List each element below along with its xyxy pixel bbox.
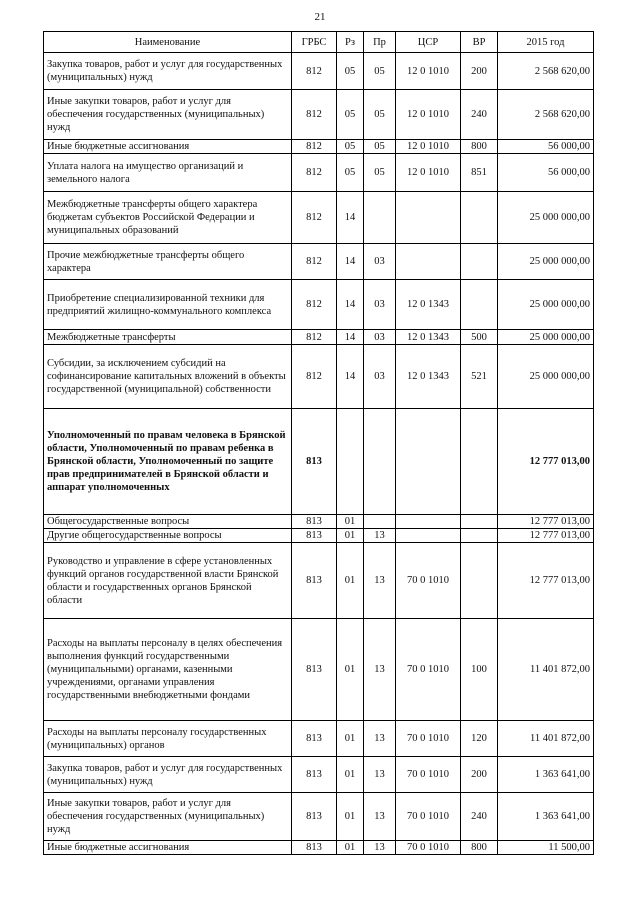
cell-amount: 12 777 013,00 (498, 529, 594, 543)
cell-name: Другие общегосударственные вопросы (44, 529, 292, 543)
cell-grbs: 813 (292, 841, 337, 855)
cell-name: Субсидии, за исключением субсидий на софинансирование капитальных вложений в объекты государственной (муниципальной) собственности (44, 345, 292, 409)
cell-csr: 70 0 1010 (396, 841, 461, 855)
cell-pr: 05 (364, 154, 396, 192)
cell-name: Приобретение специализированной техники для предприятий жилищно-коммунального комплекса (44, 280, 292, 330)
col-header-rz: Рз (337, 32, 364, 53)
cell-csr (396, 409, 461, 515)
cell-amount: 11 401 872,00 (498, 721, 594, 757)
cell-rz: 01 (337, 529, 364, 543)
cell-vr: 240 (461, 90, 498, 140)
table-row (44, 154, 594, 192)
cell-name: Иные закупки товаров, работ и услуг для обеспечения государственных (муниципальных) нужд (44, 793, 292, 841)
cell-amount: 11 500,00 (498, 841, 594, 855)
cell-grbs: 813 (292, 543, 337, 619)
cell-pr: 13 (364, 529, 396, 543)
table-row (44, 330, 594, 345)
cell-grbs: 813 (292, 721, 337, 757)
cell-grbs: 812 (292, 53, 337, 90)
col-header-csr: ЦСР (396, 32, 461, 53)
cell-name: Уплата налога на имущество организаций и земельного налога (44, 154, 292, 192)
cell-grbs: 813 (292, 757, 337, 793)
cell-csr: 70 0 1010 (396, 793, 461, 841)
cell-rz: 14 (337, 330, 364, 345)
cell-csr: 12 0 1010 (396, 53, 461, 90)
table-row (44, 515, 594, 529)
cell-vr (461, 409, 498, 515)
cell-grbs: 813 (292, 619, 337, 721)
cell-vr: 200 (461, 757, 498, 793)
col-header-year: 2015 год (498, 32, 594, 53)
cell-amount: 25 000 000,00 (498, 345, 594, 409)
cell-amount: 25 000 000,00 (498, 280, 594, 330)
cell-csr: 12 0 1010 (396, 90, 461, 140)
cell-pr (364, 515, 396, 529)
cell-csr (396, 244, 461, 280)
cell-grbs: 813 (292, 409, 337, 515)
cell-rz: 01 (337, 793, 364, 841)
cell-name: Общегосударственные вопросы (44, 515, 292, 529)
cell-pr: 13 (364, 757, 396, 793)
cell-amount: 25 000 000,00 (498, 330, 594, 345)
cell-pr: 03 (364, 345, 396, 409)
cell-rz (337, 409, 364, 515)
cell-amount: 12 777 013,00 (498, 543, 594, 619)
col-header-name: Наименование (44, 32, 292, 53)
cell-csr: 12 0 1343 (396, 345, 461, 409)
cell-pr: 13 (364, 721, 396, 757)
cell-vr: 851 (461, 154, 498, 192)
cell-vr: 200 (461, 53, 498, 90)
cell-name: Прочие межбюджетные трансферты общего характера (44, 244, 292, 280)
cell-vr (461, 543, 498, 619)
cell-amount: 56 000,00 (498, 154, 594, 192)
cell-csr (396, 192, 461, 244)
cell-amount: 2 568 620,00 (498, 90, 594, 140)
cell-csr: 70 0 1010 (396, 721, 461, 757)
cell-rz: 01 (337, 543, 364, 619)
table-row (44, 280, 594, 330)
cell-name: Закупка товаров, работ и услуг для государственных (муниципальных) нужд (44, 53, 292, 90)
cell-amount: 25 000 000,00 (498, 244, 594, 280)
cell-amount: 1 363 641,00 (498, 757, 594, 793)
cell-pr: 03 (364, 280, 396, 330)
cell-amount: 25 000 000,00 (498, 192, 594, 244)
cell-vr (461, 529, 498, 543)
cell-rz: 01 (337, 757, 364, 793)
budget-table (43, 31, 594, 855)
cell-grbs: 813 (292, 793, 337, 841)
cell-rz: 14 (337, 345, 364, 409)
cell-pr: 05 (364, 90, 396, 140)
cell-amount: 1 363 641,00 (498, 793, 594, 841)
cell-csr: 70 0 1010 (396, 757, 461, 793)
cell-amount: 56 000,00 (498, 140, 594, 154)
table-row (44, 721, 594, 757)
cell-rz: 01 (337, 619, 364, 721)
cell-grbs: 812 (292, 244, 337, 280)
cell-pr: 13 (364, 793, 396, 841)
cell-rz: 14 (337, 192, 364, 244)
cell-rz: 05 (337, 154, 364, 192)
cell-csr: 70 0 1010 (396, 619, 461, 721)
cell-vr: 100 (461, 619, 498, 721)
table-row (44, 192, 594, 244)
cell-rz: 14 (337, 244, 364, 280)
cell-pr (364, 192, 396, 244)
cell-amount: 12 777 013,00 (498, 515, 594, 529)
table-row (44, 409, 594, 515)
table-row (44, 244, 594, 280)
cell-pr (364, 409, 396, 515)
cell-pr: 13 (364, 543, 396, 619)
cell-grbs: 812 (292, 140, 337, 154)
cell-csr: 12 0 1343 (396, 330, 461, 345)
cell-rz: 14 (337, 280, 364, 330)
cell-vr (461, 192, 498, 244)
cell-pr: 13 (364, 619, 396, 721)
cell-pr: 05 (364, 140, 396, 154)
table-row (44, 529, 594, 543)
cell-pr: 05 (364, 53, 396, 90)
cell-grbs: 812 (292, 90, 337, 140)
cell-grbs: 812 (292, 280, 337, 330)
cell-pr: 03 (364, 244, 396, 280)
cell-rz: 01 (337, 841, 364, 855)
cell-name: Расходы на выплаты персоналу в целях обеспечения выполнения функций государственными (муниципальными) органами, казенными учреждениями, органами управления государственными внебюджетными фондами (44, 619, 292, 721)
table-row (44, 793, 594, 841)
cell-csr: 12 0 1010 (396, 140, 461, 154)
cell-vr (461, 280, 498, 330)
cell-amount: 2 568 620,00 (498, 53, 594, 90)
cell-vr: 521 (461, 345, 498, 409)
cell-csr (396, 515, 461, 529)
cell-rz: 01 (337, 721, 364, 757)
cell-name: Закупка товаров, работ и услуг для государственных (муниципальных) нужд (44, 757, 292, 793)
cell-vr: 800 (461, 841, 498, 855)
cell-rz: 05 (337, 140, 364, 154)
cell-name: Иные закупки товаров, работ и услуг для обеспечения государственных (муниципальных) нужд (44, 90, 292, 140)
cell-csr: 12 0 1343 (396, 280, 461, 330)
cell-name: Расходы на выплаты персоналу государственных (муниципальных) органов (44, 721, 292, 757)
cell-name: Иные бюджетные ассигнования (44, 841, 292, 855)
cell-grbs: 813 (292, 529, 337, 543)
cell-csr: 12 0 1010 (396, 154, 461, 192)
cell-grbs: 812 (292, 345, 337, 409)
cell-rz: 01 (337, 515, 364, 529)
cell-vr: 500 (461, 330, 498, 345)
table-row (44, 140, 594, 154)
cell-amount: 12 777 013,00 (498, 409, 594, 515)
cell-name: Межбюджетные трансферты общего характера бюджетам субъектов Российской Федерации и муниципальных образований (44, 192, 292, 244)
cell-grbs: 812 (292, 192, 337, 244)
cell-vr: 240 (461, 793, 498, 841)
cell-vr (461, 244, 498, 280)
col-header-pr: Пр (364, 32, 396, 53)
cell-pr: 13 (364, 841, 396, 855)
table-row (44, 757, 594, 793)
cell-grbs: 812 (292, 154, 337, 192)
table-row (44, 90, 594, 140)
cell-vr: 120 (461, 721, 498, 757)
table-header-row (44, 32, 594, 53)
table-row (44, 345, 594, 409)
table-row (44, 543, 594, 619)
cell-name: Уполномоченный по правам человека в Брянской области, Уполномоченный по правам ребенка в Брянской области, Уполномоченный по защите прав предпринимателей в Брянской области и аппарат уполномоченных (44, 409, 292, 515)
col-header-vr: ВР (461, 32, 498, 53)
cell-grbs: 812 (292, 330, 337, 345)
cell-name: Иные бюджетные ассигнования (44, 140, 292, 154)
cell-csr: 70 0 1010 (396, 543, 461, 619)
cell-name: Руководство и управление в сфере установленных функций органов государственной власти Брянской области и государственных органов Брянской области (44, 543, 292, 619)
table-row (44, 619, 594, 721)
cell-csr (396, 529, 461, 543)
cell-amount: 11 401 872,00 (498, 619, 594, 721)
cell-grbs: 813 (292, 515, 337, 529)
page-number: 21 (314, 11, 326, 23)
table-row (44, 53, 594, 90)
cell-pr: 03 (364, 330, 396, 345)
col-header-grbs: ГРБС (292, 32, 337, 53)
cell-vr (461, 515, 498, 529)
cell-rz: 05 (337, 53, 364, 90)
cell-name: Межбюджетные трансферты (44, 330, 292, 345)
table-row (44, 841, 594, 855)
cell-vr: 800 (461, 140, 498, 154)
cell-rz: 05 (337, 90, 364, 140)
